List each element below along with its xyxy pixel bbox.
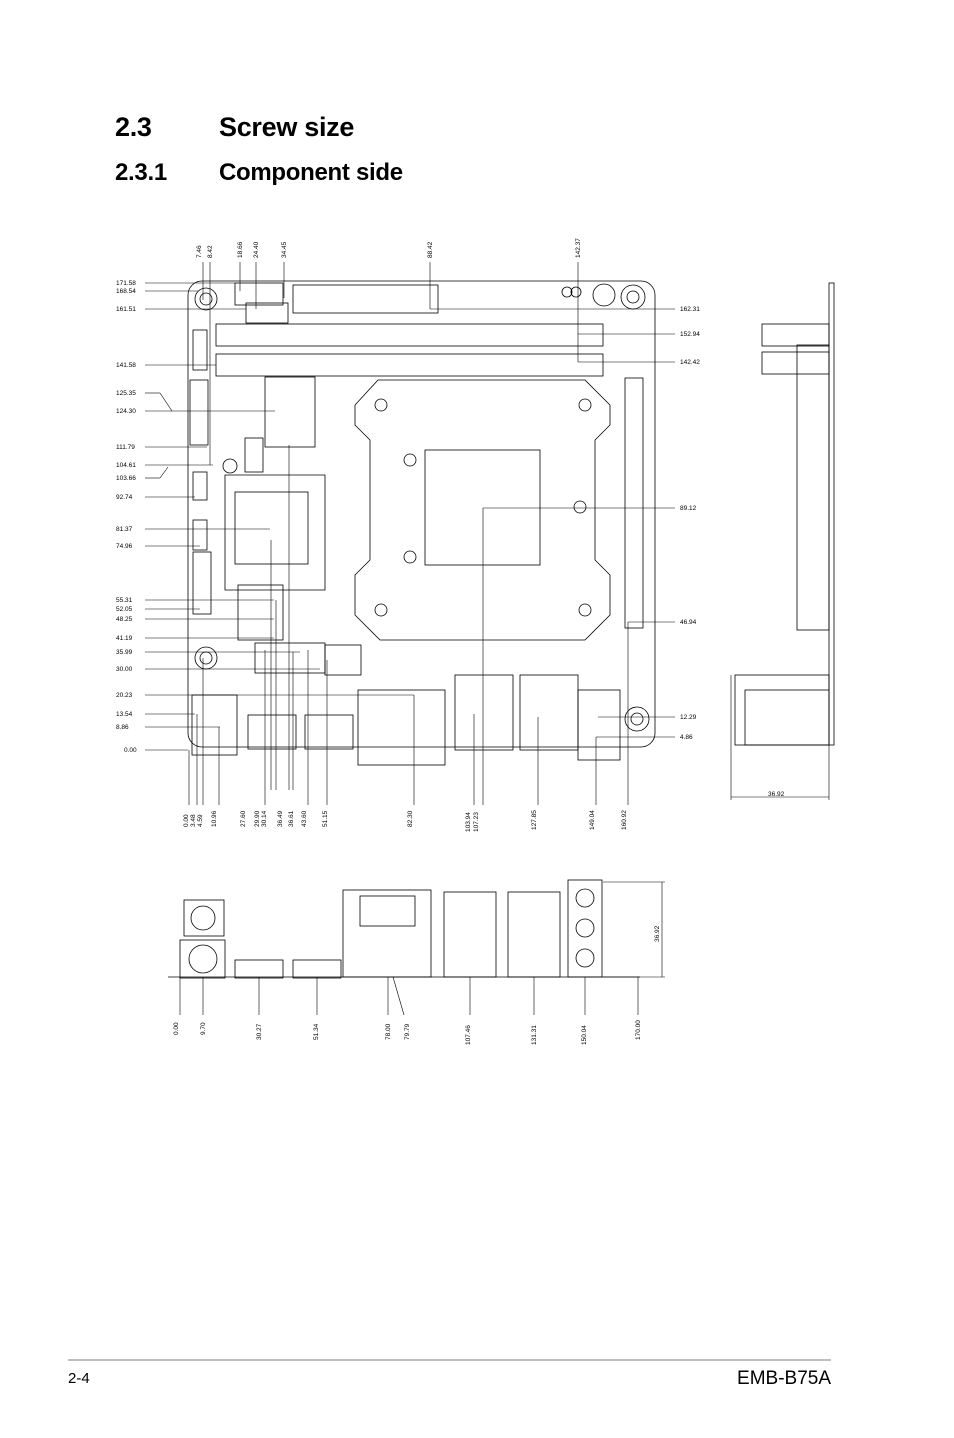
dim-right: 142.42 [680, 359, 700, 366]
dim-left: 171.58 [116, 280, 136, 287]
dim-left: 103.66 [116, 475, 136, 482]
right-leaders [430, 309, 675, 737]
dim-top: 34.45 [281, 241, 288, 258]
dim-bottom: 0.00 [183, 814, 190, 827]
subsection-number: 2.3.1 [115, 159, 167, 186]
dim-left: 74.96 [116, 543, 133, 550]
dim-right: 4.86 [680, 734, 693, 741]
dim-bottom: 10.96 [211, 810, 218, 827]
dim-io: 107.46 [465, 1025, 472, 1045]
dim-io: 131.31 [531, 1025, 538, 1045]
dim-io: 0.00 [173, 1022, 180, 1035]
dim-right: 162.31 [680, 306, 700, 313]
dim-io: 78.00 [385, 1023, 392, 1040]
dim-left: 124.30 [116, 408, 136, 415]
dim-bottom: 30.14 [261, 810, 268, 827]
dim-bottom: 36.61 [288, 810, 295, 827]
dim-left: 111.79 [116, 444, 135, 451]
dim-io: 150.04 [581, 1025, 588, 1045]
dim-bottom: 3.48 [190, 814, 197, 827]
dim-left: 41.19 [116, 635, 133, 642]
dim-bottom: 82.30 [407, 810, 414, 827]
model-name: EMB-B75A [737, 1368, 831, 1389]
dim-bottom: 103.94 [465, 812, 472, 832]
dim-left: 35.99 [116, 649, 133, 656]
dim-bottom: 149.04 [589, 810, 596, 830]
dim-left: 48.25 [116, 616, 133, 623]
board-outline [188, 281, 655, 765]
dim-left: 52.05 [116, 606, 133, 613]
dim-left: 125.35 [116, 390, 136, 397]
dim-left: 13.54 [116, 711, 133, 718]
subsection-title: Component side [219, 159, 403, 186]
mounting-holes [195, 284, 649, 731]
section-number: 2.3 [115, 112, 152, 142]
dim-bottom: 107.23 [473, 812, 480, 832]
dim-left: 141.58 [116, 362, 136, 369]
dim-right: 46.94 [680, 619, 697, 626]
dim-bottom: 127.85 [531, 810, 538, 830]
dim-right: 152.94 [680, 331, 700, 338]
vertical-leaders [189, 262, 628, 805]
dim-top: 88.42 [427, 241, 434, 258]
dim-bottom: 43.60 [301, 810, 308, 827]
dim-left: 55.31 [116, 597, 133, 604]
dim-top: 24.40 [253, 241, 260, 258]
dim-io: 79.79 [404, 1023, 411, 1040]
dim-bottom: 27.60 [240, 810, 247, 827]
dim-bottom: 51.15 [322, 810, 329, 827]
dim-io: 51.34 [313, 1023, 320, 1040]
dim-left: 161.51 [116, 306, 136, 313]
dim-left: 92.74 [116, 494, 133, 501]
left-leaders [145, 283, 414, 750]
dim-left: 81.37 [116, 526, 133, 533]
dim-left: 168.54 [116, 288, 136, 295]
dim-top: 142.37 [575, 238, 582, 258]
dim-side-height: 36.92 [768, 791, 785, 798]
dim-top: 8.42 [207, 245, 214, 258]
dim-io: 170.00 [635, 1020, 642, 1040]
page-number: 2-4 [68, 1370, 90, 1387]
dim-left: 104.61 [116, 462, 136, 469]
dim-right: 89.12 [680, 505, 697, 512]
dim-top: 7.46 [196, 245, 203, 258]
dim-left: 8.86 [116, 724, 129, 731]
footer-rule [68, 1359, 831, 1361]
dim-io: 30.27 [256, 1023, 263, 1040]
dim-bottom: 160.92 [621, 810, 628, 830]
dim-io: 9.70 [200, 1022, 207, 1035]
dim-bottom: 4.59 [197, 814, 204, 827]
dim-left: 20.23 [116, 692, 133, 699]
rear-io-leaders [180, 977, 638, 1015]
side-view [731, 283, 834, 800]
dim-right: 12.29 [680, 714, 697, 721]
dim-io-height: 36.92 [654, 925, 661, 942]
dim-left: 0.00 [124, 747, 137, 754]
dim-top: 18.66 [237, 241, 244, 258]
rear-io-view [168, 880, 665, 978]
section-title: Screw size [219, 112, 355, 142]
dim-bottom: 36.49 [277, 810, 284, 827]
dim-bottom: 29.90 [254, 810, 261, 827]
dim-left: 30.00 [116, 666, 133, 673]
